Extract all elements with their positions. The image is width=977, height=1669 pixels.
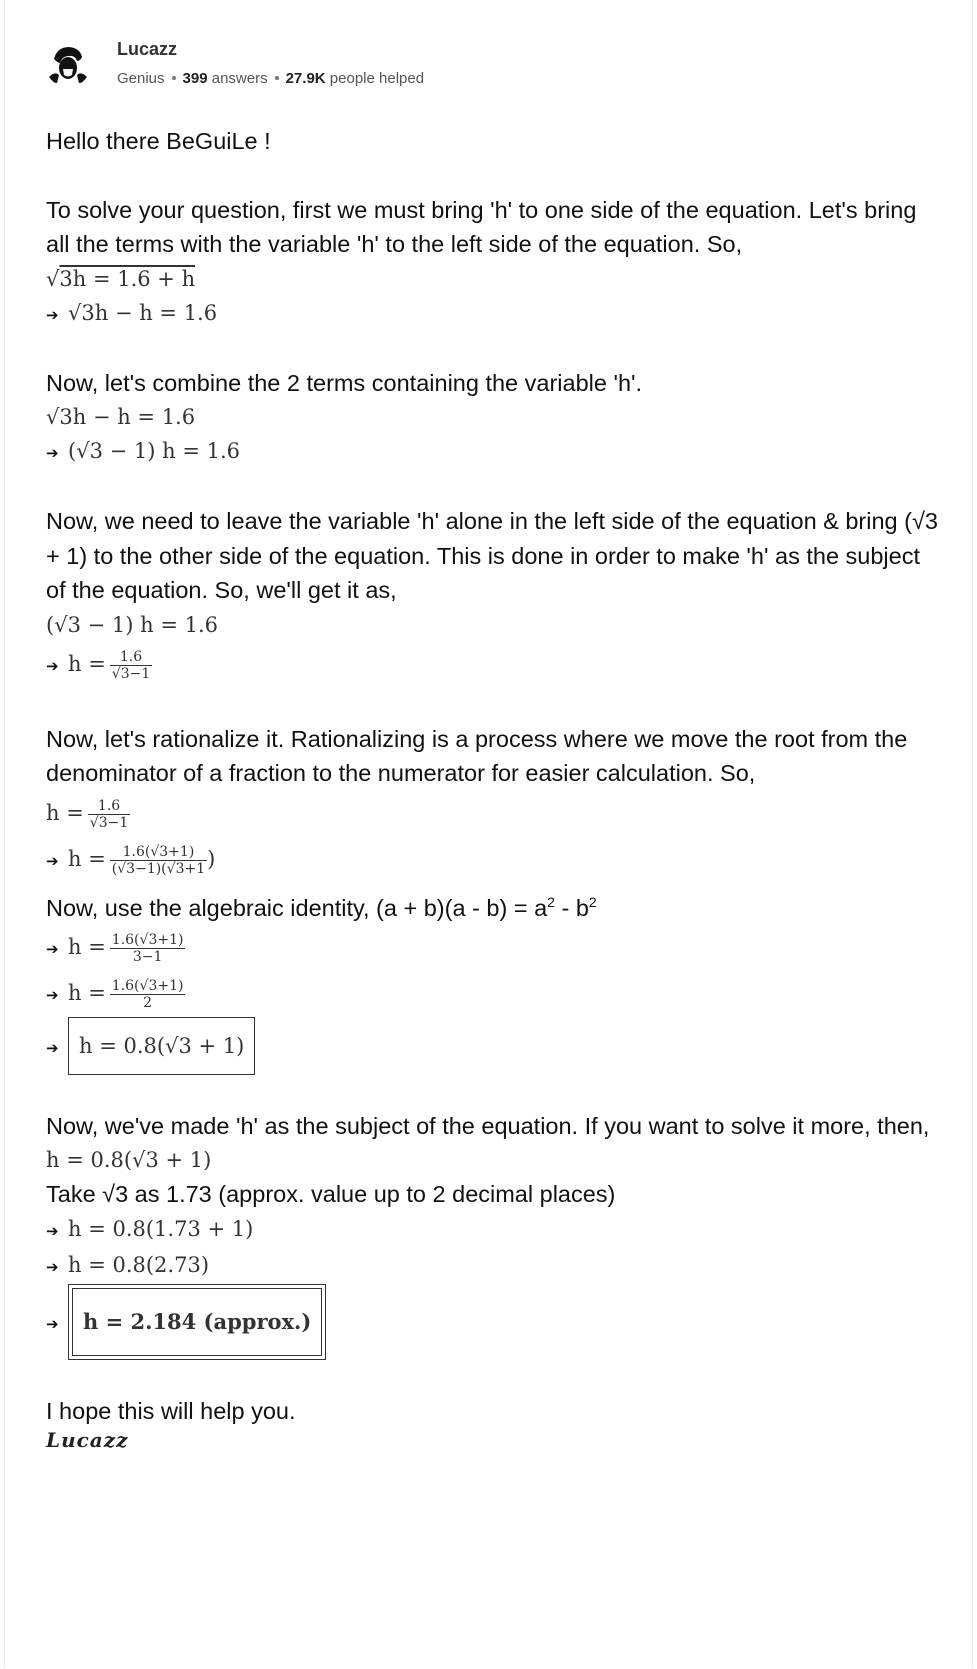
greeting-text: Hello there BeGuiLe ! — [46, 128, 271, 154]
leave-text: Now, we need to leave the variable 'h' alone in the left side of the equation & bring (√3 + 1) to the other side of the equation. This is done in order to make 'h' as the subject of the equation. So, we'll get it as, — [46, 508, 938, 603]
equation: (√3 − 1) h = 1.6 — [46, 612, 218, 637]
equation: ➔ h = $\frac{1.6(√3+1)}{2}$ — [46, 971, 946, 1017]
combine-text: Now, let's combine the 2 terms containing the variable 'h'. — [46, 369, 643, 396]
equation: h = 0.8(√3 + 1) — [46, 1148, 212, 1173]
arrow-icon: ➔ — [46, 444, 59, 462]
author-name[interactable]: Lucazz — [117, 39, 178, 59]
identity-text: Now, use the algebraic identity, $(a + b)(a - b) = a^2 - b^2$ — [46, 893, 597, 921]
arrow-icon: ➔ — [46, 656, 59, 675]
answer-body — [46, 124, 946, 1452]
arrow-icon: ➔ — [46, 305, 59, 324]
subject-text: Now, we've made 'h' as the subject of the equation. If you want to solve it more, then, — [46, 1112, 930, 1139]
equation: ➔ h = $\frac{1.6}{√3-1}$ — [46, 642, 946, 688]
arrow-icon: ➔ — [46, 1257, 59, 1276]
final-answer: ➔ h = 2.184 (approx.) — [46, 1284, 946, 1360]
equation: ➔ h = 0.8(1.73 + 1) — [46, 1212, 946, 1248]
equation: ➔ (√3 − 1) h = 1.6 — [46, 434, 946, 470]
intro-text: To solve your question, first we must bring 'h' to one side of the equation. Let's bring all the terms with the variable 'h' to the left side of the equation. So, — [46, 196, 917, 257]
author-meta — [117, 70, 424, 87]
helped-count: 27.9K — [285, 70, 326, 87]
take-text: Take √3 as 1.73 (approx. value up to 2 decimal places) — [46, 1181, 616, 1208]
author-header — [45, 36, 945, 96]
arrow-icon: ➔ — [46, 851, 59, 870]
equation: ➔ √3h − h = 1.6 — [46, 296, 946, 332]
equation: ➔ h = $\frac{1.6(√3+1)}{(√3-1)(√3+1}$ ) — [46, 835, 946, 885]
equation: ➔ h = 0.8(2.73) — [46, 1248, 946, 1284]
avatar[interactable] — [45, 41, 91, 87]
equation: √3h − h = 1.6 — [46, 405, 196, 429]
separator-dot — [275, 76, 279, 80]
arrow-icon: ➔ — [46, 1038, 59, 1057]
arrow-icon: ➔ — [46, 985, 59, 1004]
arrow-icon: ➔ — [46, 939, 59, 958]
arrow-icon: ➔ — [46, 1221, 59, 1240]
closing-text: I hope this will help you. — [46, 1397, 296, 1424]
equation: ➔ h = $\frac{1.6(√3+1)}{3-1}$ — [46, 925, 946, 971]
avatar-image — [45, 41, 91, 87]
author-rank: Genius — [117, 70, 165, 87]
answers-label: answers — [211, 70, 268, 87]
arrow-icon: ➔ — [46, 1314, 59, 1333]
equation: h = $\frac{1.6}{√3-1}$ — [46, 797, 129, 831]
answers-count: 399 — [182, 70, 208, 87]
rationalize-text: Now, let's rationalize it. Rationalizing is a process where we move the root from the denominator of a fraction to the numerator for easier calculation. So, — [46, 725, 908, 786]
answer-card — [4, 0, 973, 1667]
separator-dot — [172, 76, 176, 80]
signature: Lucazz — [46, 1428, 129, 1453]
equation: √3h = 1.6 + h — [46, 266, 196, 291]
helped-label: people helped — [329, 70, 425, 87]
boxed-equation: ➔ h = 0.8(√3 + 1) — [46, 1017, 946, 1075]
